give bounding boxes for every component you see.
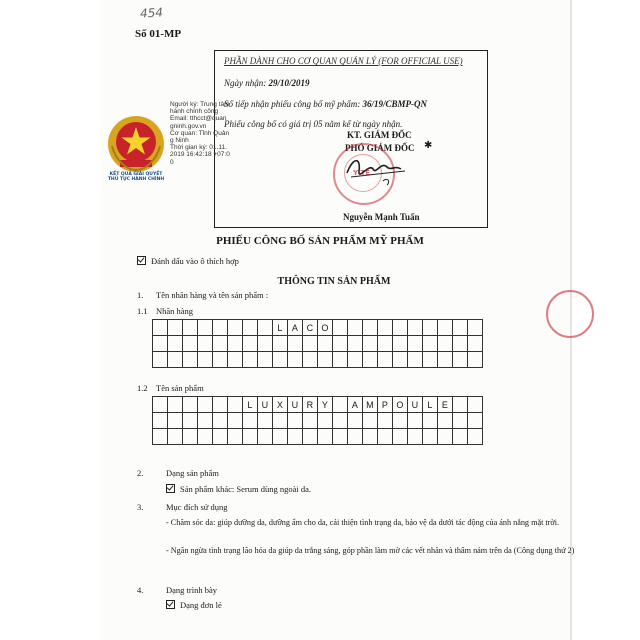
item-4-option [166,600,222,610]
item-3-line-1: - Chăm sóc da: giúp dưỡng da, dưỡng ẩm cho da, cải thiện tình trạng da, bảo vệ da dưới tác động của ánh nắng mặt trời. [166,518,560,527]
grid-cell [258,320,273,336]
receipt-number: 36/19/CBMP-QN [362,99,427,109]
grid-cell [378,336,393,352]
grid-cell [153,352,168,368]
grid-cell [273,413,288,429]
grid-cell: U [288,397,303,413]
grid-cell [348,413,363,429]
grid-cell [468,413,483,429]
grid-cell: R [303,397,318,413]
grid-cell [333,336,348,352]
grid-cell [153,397,168,413]
item-2-option [166,484,311,494]
grid-cell [408,320,423,336]
grid-cell [378,429,393,445]
grid-cell [318,336,333,352]
grid-cell [303,413,318,429]
grid-cell [438,352,453,368]
grid-cell [453,336,468,352]
grid-cell [348,429,363,445]
official-seal-icon: Y TẾ [333,143,395,205]
check-hint-text: Đánh dấu vào ô thích hợp [151,256,239,266]
grid-cell [213,413,228,429]
grid-cell: L [243,397,258,413]
grid-cell [198,352,213,368]
item-1-label: Tên nhãn hàng và tên sản phẩm : [156,290,269,300]
item-1-2-label: Tên sản phẩm [156,383,204,393]
grid-cell [183,336,198,352]
grid-cell [303,429,318,445]
agency-label: Cơ quan: Tỉnh Quảng Ninh [170,129,230,145]
grid-cell [288,352,303,368]
grid-cell: E [438,397,453,413]
checkbox-checked-icon [137,256,146,265]
document-title: PHIẾU CÔNG BỐ SẢN PHẨM MỸ PHẨM [216,235,424,247]
grid-cell [378,413,393,429]
brand-name-grid [152,319,483,368]
item-1-2-number: 1.2 [137,383,148,393]
grid-cell: U [258,397,273,413]
grid-cell [393,429,408,445]
grid-cell [468,352,483,368]
grid-cell [183,397,198,413]
role-line-1: KT. GIÁM ĐỐC [347,130,412,140]
grid-cell [438,320,453,336]
grid-cell [438,413,453,429]
item-1-1-label: Nhãn hàng [156,306,194,316]
grid-cell [468,429,483,445]
item-1-1-number: 1.1 [137,306,148,316]
grid-cell: A [348,397,363,413]
grid-cell [333,352,348,368]
grid-cell: M [363,397,378,413]
state-emblem-icon [106,114,166,174]
grid-cell [198,397,213,413]
received-label: Ngày nhận: [224,78,267,88]
grid-cell [228,429,243,445]
signer-name: Nguyễn Mạnh Tuấn [343,212,420,222]
grid-cell [243,429,258,445]
grid-cell [153,413,168,429]
product-name-grid [152,396,483,445]
item-3-number: 3. [137,502,144,512]
grid-cell [468,320,483,336]
grid-cell [453,320,468,336]
time-label: Thời gian ký: 01.11.2019 16:42:18 +07:00 [170,144,230,166]
grid-cell [378,320,393,336]
signer-label: Người ký: Trung tâm hành chính công [170,101,230,116]
grid-cell [303,336,318,352]
receipt-number-row [224,99,427,109]
grid-cell [423,413,438,429]
grid-cell [333,397,348,413]
grid-cell [168,413,183,429]
grid-cell [393,320,408,336]
grid-cell [183,413,198,429]
grid-cell [423,320,438,336]
grid-cell [363,336,378,352]
grid-cell [363,320,378,336]
grid-cell [273,429,288,445]
grid-cell [363,352,378,368]
grid-cell [213,352,228,368]
receipt-number-label: Số tiếp nhận phiếu công bố mỹ phẩm: [224,99,361,109]
grid-cell [183,429,198,445]
grid-cell [258,413,273,429]
grid-cell [273,336,288,352]
grid-cell [168,429,183,445]
grid-cell [303,352,318,368]
star-mark-icon: ✱ [424,140,433,151]
grid-cell [438,336,453,352]
item-4-number: 4. [137,585,144,595]
checkbox-checked-icon [166,600,175,609]
grid-cell [228,320,243,336]
grid-cell [288,429,303,445]
grid-cell [453,397,468,413]
grid-cell [198,336,213,352]
grid-cell [408,352,423,368]
grid-cell [168,352,183,368]
grid-cell [363,429,378,445]
grid-cell [258,336,273,352]
grid-cell [423,336,438,352]
grid-cell [168,397,183,413]
grid-cell [333,320,348,336]
grid-cell [453,413,468,429]
item-1-number: 1. [137,290,144,300]
grid-cell [393,352,408,368]
form-code: Số 01-MP [135,28,182,40]
grid-cell [453,429,468,445]
item-3-label: Mục đích sử dụng [166,502,228,512]
grid-cell [288,336,303,352]
digital-signature-info [170,101,230,166]
grid-cell [153,336,168,352]
official-use-box [214,50,488,228]
grid-cell [408,429,423,445]
grid-cell [183,320,198,336]
grid-cell [198,413,213,429]
grid-cell [273,352,288,368]
item-4-label: Dạng trình bày [166,585,217,595]
grid-cell [153,429,168,445]
signature-icon [343,151,413,191]
validity-note: Phiếu công bố có giá trị 05 năm kể từ ngày nhận. [224,119,403,129]
grid-cell [378,352,393,368]
grid-cell [243,413,258,429]
grid-cell [288,413,303,429]
grid-cell [468,336,483,352]
grid-cell [333,429,348,445]
received-date: 29/10/2019 [268,78,310,88]
section-title: THÔNG TIN SẢN PHẨM [277,276,391,287]
grid-cell [348,352,363,368]
grid-cell [213,320,228,336]
handwritten-number: 454 [139,5,164,21]
grid-cell [348,320,363,336]
grid-cell: P [378,397,393,413]
item-2-number: 2. [137,468,144,478]
grid-cell: A [288,320,303,336]
grid-cell [243,320,258,336]
grid-cell [468,397,483,413]
grid-cell [228,397,243,413]
grid-cell [228,413,243,429]
grid-cell [228,352,243,368]
grid-cell [318,429,333,445]
grid-cell [423,429,438,445]
grid-cell: U [408,397,423,413]
role-line-2: PHÓ GIÁM ĐỐC [345,143,415,153]
grid-cell [213,336,228,352]
official-box-title: PHẦN DÀNH CHO CƠ QUAN QUẢN LÝ (FOR OFFICIAL USE) [224,56,463,66]
grid-cell [213,429,228,445]
grid-cell [243,336,258,352]
grid-cell: Y [318,397,333,413]
grid-cell [258,352,273,368]
grid-cell [318,352,333,368]
grid-cell [393,336,408,352]
grid-cell: L [273,320,288,336]
grid-cell [453,352,468,368]
grid-cell [438,429,453,445]
grid-cell [168,320,183,336]
grid-cell [198,429,213,445]
grid-cell [168,336,183,352]
grid-cell [243,352,258,368]
grid-cell [408,336,423,352]
grid-cell: X [273,397,288,413]
grid-cell [333,413,348,429]
grid-cell [258,429,273,445]
grid-cell [213,397,228,413]
grid-cell [153,320,168,336]
received-date-row [224,78,310,88]
grid-cell [228,336,243,352]
grid-cell [408,413,423,429]
item-4-option-text: Dạng đơn lẻ [180,600,222,610]
grid-cell [318,413,333,429]
email-label: Email: tthcct@quangninh.gov.vn [170,115,227,130]
grid-cell: O [318,320,333,336]
grid-cell [393,413,408,429]
grid-cell: L [423,397,438,413]
checkbox-checked-icon [166,484,175,493]
grid-cell [423,352,438,368]
grid-cell [348,336,363,352]
grid-cell [198,320,213,336]
item-2-label: Dạng sản phẩm [166,468,219,478]
edge-seal-icon [546,290,594,338]
grid-cell: O [393,397,408,413]
check-hint [137,256,239,266]
item-3-line-2: - Ngăn ngừa tình trạng lão hóa da giúp da trắng sáng, góp phần làm mờ các vết nhăn và thâm nám trên da (Công dụng thứ 2) [166,546,575,555]
item-2-option-text: Sản phẩm khác: Serum dùng ngoài da. [180,484,312,494]
grid-cell [363,413,378,429]
grid-cell [183,352,198,368]
grid-cell: C [303,320,318,336]
emblem-caption: KẾT QUẢ GIẢI QUYẾT THỦ TỤC HÀNH CHÍNH [107,172,165,182]
